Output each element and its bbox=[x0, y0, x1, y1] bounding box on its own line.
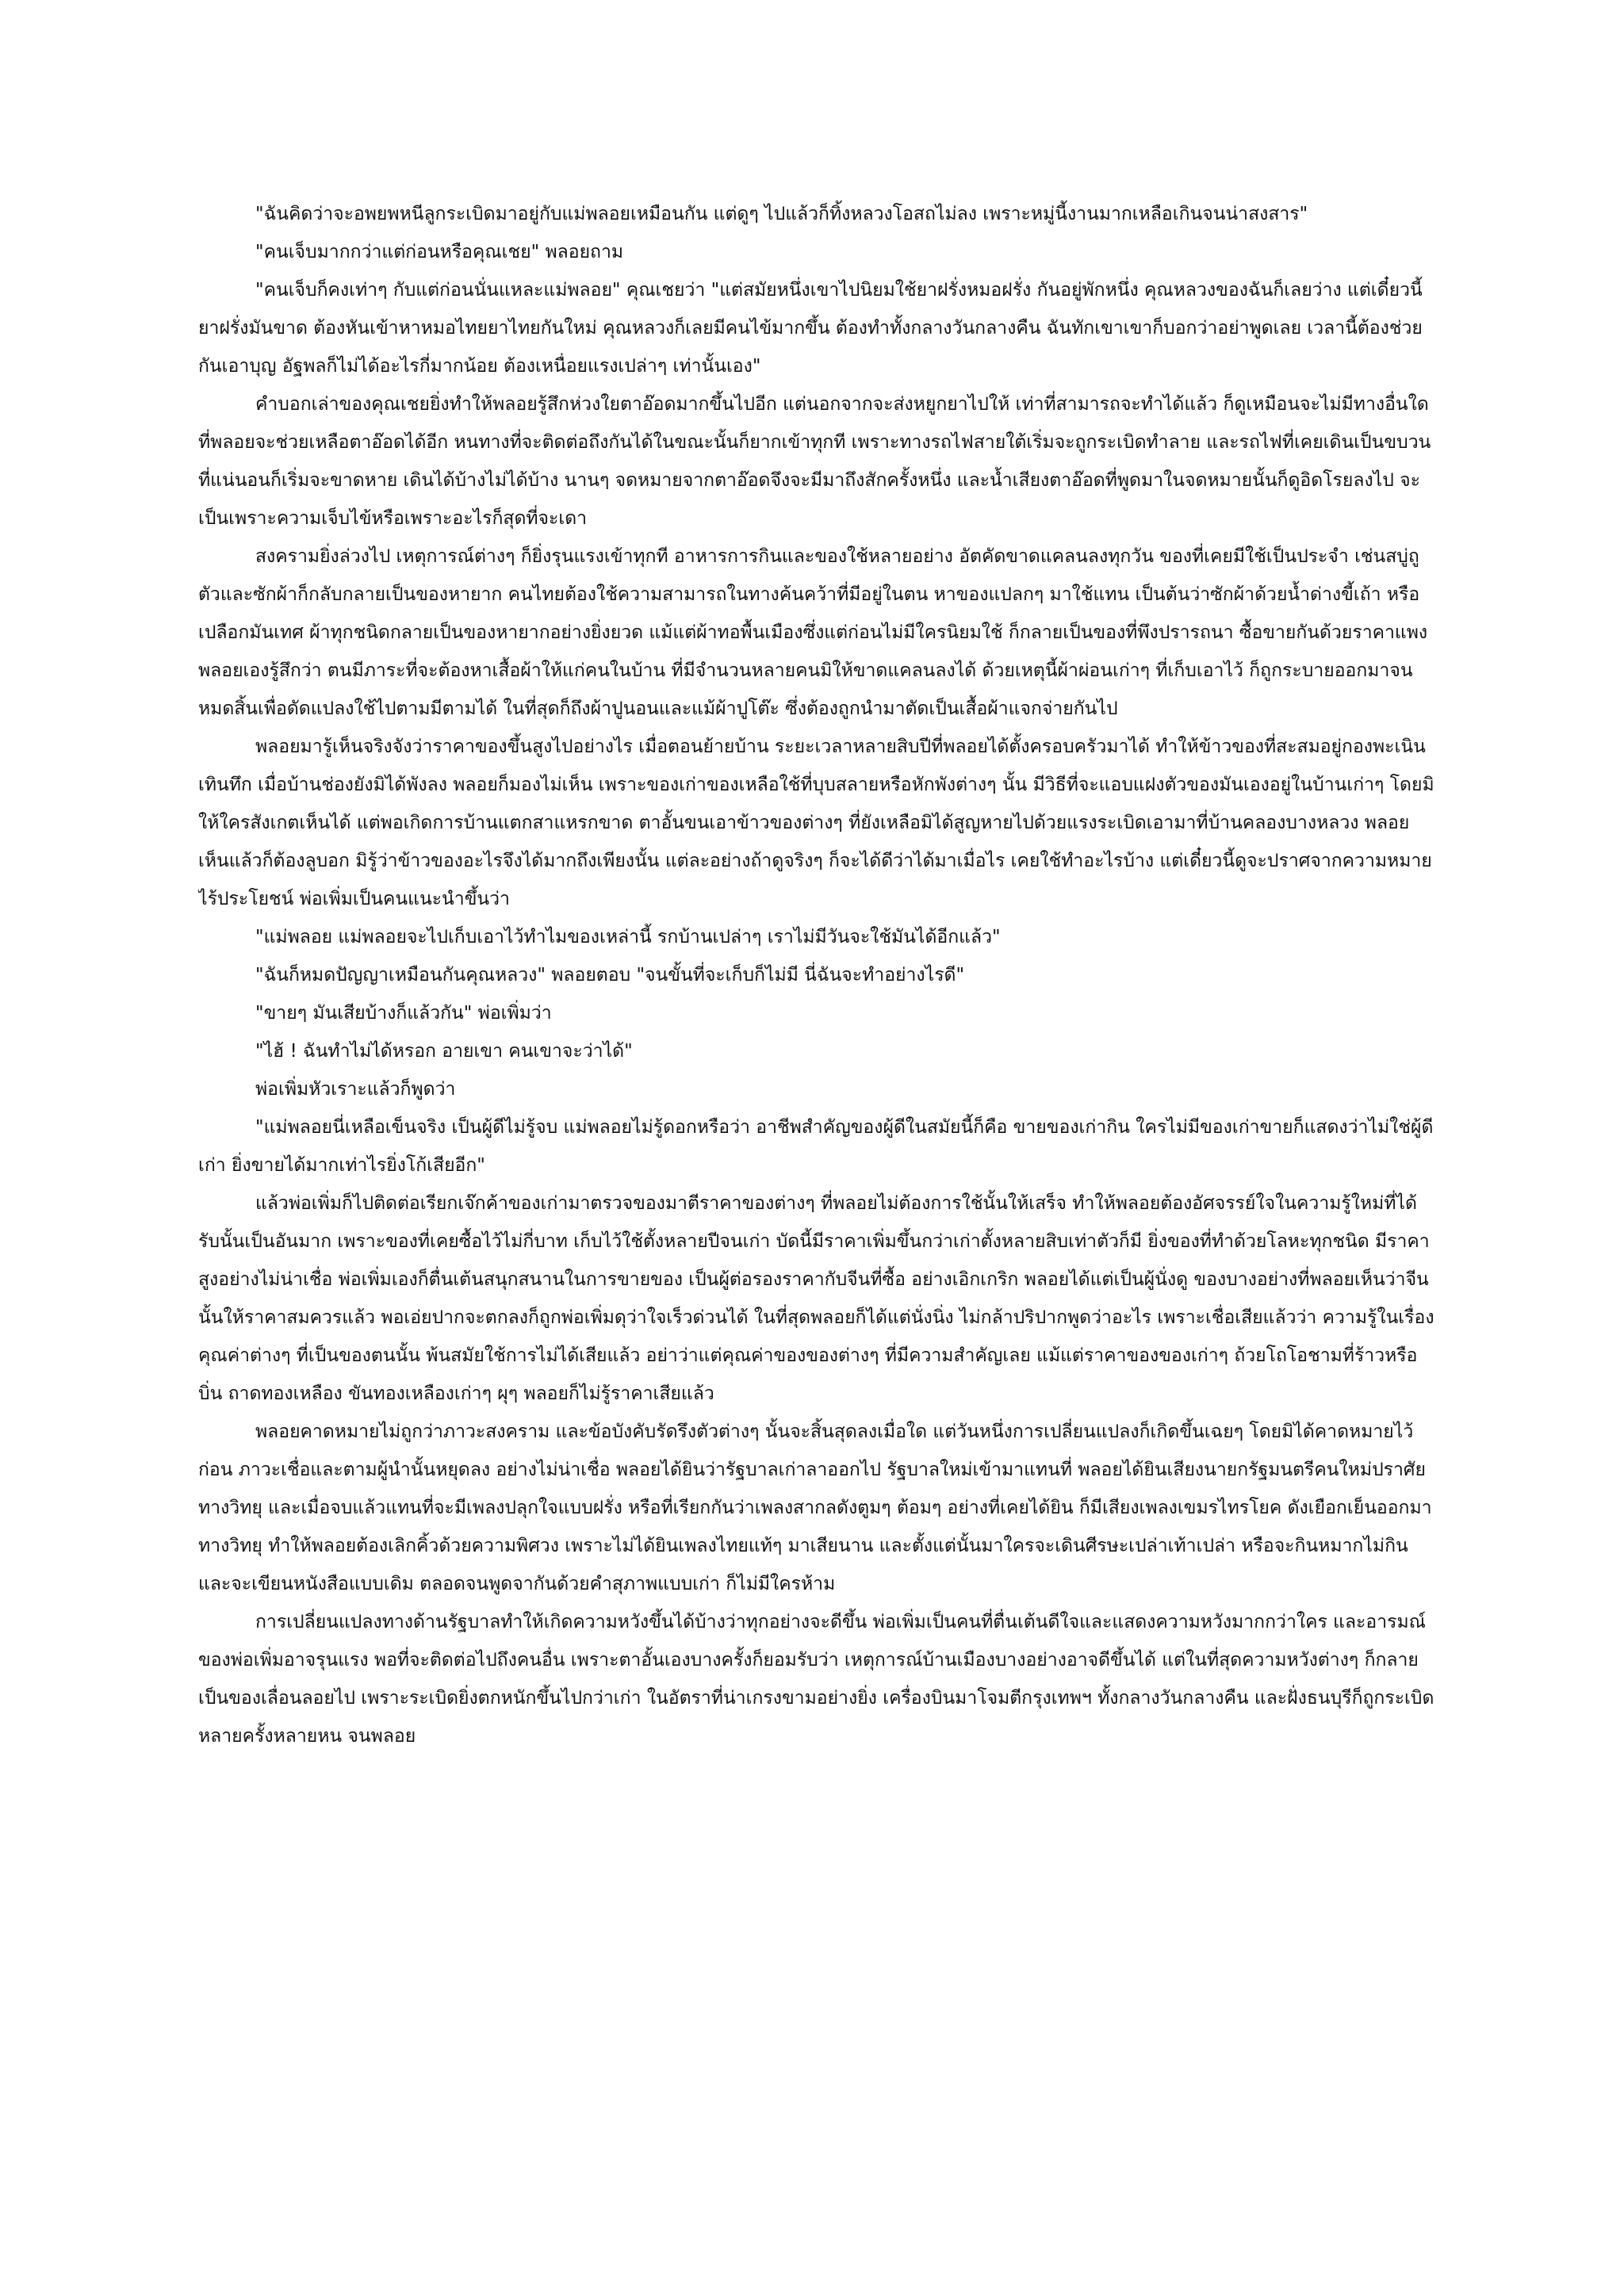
document-page bbox=[198, 195, 1435, 2225]
paragraph: พลอยคาดหมายไม่ถูกว่าภาวะสงคราม และข้อบังคับรัดรึงตัวต่างๆ นั้นจะสิ้นสุดลงเมื่อใด แต่วันหนึ่งการเปลี่ยนแปลงก็เกิดขึ้นเฉยๆ โดยมิได้คาดหมายไว้ก่อน ภาวะเชื่อและตามผู้นำนั้นหยุดลง อย่างไม่น่าเชื่อ พลอยได้ยินว่ารัฐบาลเก่าลาออกไป รัฐบาลใหม่เข้ามาแทนที่ พลอยได้ยินเสียงนายกรัฐมนตรีคนใหม่ปราศัยทางวิทยุ และเมื่อจบแล้วแทนที่จะมีเพลงปลุกใจแบบฝรั่ง หรือที่เรียกกันว่าเพลงสากลดังตูมๆ ต้อมๆ อย่างที่เคยได้ยิน ก็มีเสียงเพลงเขมรไทรโยค ดังเยือกเย็นออกมาทางวิทยุ ทำให้พลอยต้องเลิกคิ้วด้วยความพิศวง เพราะไม่ได้ยินเพลงไทยแท้ๆ มาเสียนาน และตั้งแต่นั้นมาใครจะเดินศีรษะเปล่าเท้าเปล่า หรือจะกินหมากไม่กิน และจะเขียนหนังสือแบบเดิม ตลอดจนพูดจากันด้วยคำสุภาพแบบเก่า ก็ไม่มีใครห้าม bbox=[198, 1422, 1432, 1594]
paragraph: "คนเจ็บมากกว่าแต่ก่อนหรือคุณเชย" พลอยถาม bbox=[255, 242, 624, 262]
paragraph: "แม่พลอยนี่เหลือเข็นจริง เป็นผู้ดีไม่รู้จบ แม่พลอยไม่รู้ดอกหรือว่า อาชีพสำคัญของผู้ดีในสมัยนี้ก็คือ ขายของเก่ากิน ใครไม่มีของเก่าขายก็แสดงว่าไม่ใช่ผู้ดีเก่า ยิ่งขายได้มากเท่าไรยิ่งโก้เสียอีก" bbox=[198, 1117, 1434, 1176]
paragraph: การเปลี่ยนแปลงทางด้านรัฐบาลทำให้เกิดความหวังขึ้นได้บ้างว่าทุกอย่างจะดีขึ้น พ่อเพิ่มเป็นคนที่ตื่นเต้นดีใจและแสดงความหวังมากกว่าใคร และอารมณ์ของพ่อเพิ่มอาจรุนแรง พอที่จะติดต่อไปถึงคนอื่น เพราะตาอั้นเองบางครั้งก็ยอมรับว่า เหตุการณ์บ้านเมืองบางอย่างอาจดีขึ้นได้ แต่ในที่สุดความหวังต่างๆ ก็กลายเป็นของเลื่อนลอยไป เพราะระเบิดยิ่งตกหนักขึ้นไปกว่าเก่า ในอัตราที่น่าเกรงขามอย่างยิ่ง เครื่องบินมาโจมตีกรุงเทพฯ ทั้งกลางวันกลางคืน และฝั่งธนบุรีก็ถูกระเบิดหลายครั้งหลายหน จนพลอย bbox=[198, 1612, 1434, 1747]
paragraph: "คนเจ็บก็คงเท่าๆ กับแต่ก่อนนั่นแหละแม่พลอย" คุณเชยว่า "แต่สมัยหนึ่งเขาไปนิยมใช้ยาฝรั่งหมอฝรั่ง กันอยู่พักหนึ่ง คุณหลวงของฉันก็เลยว่าง แต่เดี๋ยวนี้ยาฝรั่งมันขาด ต้องหันเข้าหาหมอไทยยาไทยกันใหม่ คุณหลวงก็เลยมีคนไข้มากขึ้น ต้องทำทั้งกลางวันกลางคืน ฉันทักเขาเขาก็บอกว่าอย่าพูดเลย เวลานี้ต้องช่วยกันเอาบุญ อัฐพลก็ไม่ได้อะไรกี่มากน้อย ต้องเหนื่อยแรงเปล่าๆ เท่านั้นเอง" bbox=[198, 280, 1423, 377]
paragraph: พลอยมารู้เห็นจริงจังว่าราคาของขึ้นสูงไปอย่างไร เมื่อตอนย้ายบ้าน ระยะเวลาหลายสิบปีที่พลอยได้ตั้งครอบครัวมาได้ ทำให้ข้าวของที่สะสมอยู่กองพะเนินเทินทึก เมื่อบ้านช่องยังมิได้พังลง พลอยก็มองไม่เห็น เพราะของเก่าของเหลือใช้ที่บุบสลายหรือหักพังต่างๆ นั้น มีวิธีที่จะแอบแฝงตัวของมันเองอยู่ในบ้านเก่าๆ โดยมิให้ใครสังเกตเห็นได้ แต่พอเกิดการบ้านแตกสาแหรกขาด ตาอั้นขนเอาข้าวของต่างๆ ที่ยังเหลือมิได้สูญหายไปด้วยแรงระเบิดเอามาที่บ้านคลองบางหลวง พลอยเห็นแล้วก็ต้องลูบอก มิรู้ว่าข้าวของอะไรจึงได้มากถึงเพียงนั้น แต่ละอย่างถ้าดูจริงๆ ก็จะได้ดีว่าได้มาเมื่อไร เคยใช้ทำอะไรบ้าง แต่เดี๋ยวนี้ดูจะปราศจากความหมายไร้ประโยชน์ พ่อเพิ่มเป็นคนแนะนำขึ้นว่า bbox=[198, 737, 1434, 909]
paragraph: "แม่พลอย แม่พลอยจะไปเก็บเอาไว้ทำไมของเหล่านี้ รกบ้านเปล่าๆ เราไม่มีวันจะใช้มันได้อีกแล้ว" bbox=[255, 927, 1001, 947]
paragraph: สงครามยิ่งล่วงไป เหตุการณ์ต่างๆ ก็ยิ่งรุนแรงเข้าทุกที อาหารการกินและของใช้หลายอย่าง อัตคัดขาดแคลนลงทุกวัน ของที่เคยมีใช้เป็นประจำ เช่นสบู่ถูตัวและซักผ้าก็กลับกลายเป็นของหายาก คนไทยต้องใช้ความสามารถในทางค้นคว้าที่มีอยู่ในตน หาของแปลกๆ มาใช้แทน เป็นต้นว่าซักผ้าด้วยน้ำด่างขี้เถ้า หรือเปลือกมันเทศ ผ้าทุกชนิดกลายเป็นของหายากอย่างยิ่งยวด แม้แต่ผ้าทอพื้นเมืองซึ่งแต่ก่อนไม่มีใครนิยมใช้ ก็กลายเป็นของที่พึงปรารถนา ซื้อขายกันด้วยราคาแพง พลอยเองรู้สึกว่า ตนมีภาระที่จะต้องหาเสื้อผ้าให้แก่คนในบ้าน ที่มีจำนวนหลายคนมิให้ขาดแคลนลงได้ ด้วยเหตุนี้ผ้าผ่อนเก่าๆ ที่เก็บเอาไว้ ก็ถูกระบายออกมาจนหมดสิ้นเพื่อดัดแปลงใช้ไปตามมีตามได้ ในที่สุดก็ถึงผ้าปูนอนและแม้ผ้าปูโต๊ะ ซึ่งต้องถูกนำมาตัดเป็นเสื้อผ้าแจกจ่ายกันไป bbox=[198, 546, 1428, 719]
paragraph: "ไฮ้ ! ฉันทำไม่ได้หรอก อายเขา คนเขาจะว่าได้" bbox=[255, 1041, 633, 1062]
paragraph: แล้วพ่อเพิ่มก็ไปติดต่อเรียกเจ๊กค้าของเก่ามาตรวจของมาตีราคาของต่างๆ ที่พลอยไม่ต้องการใช้นั้นให้เสร็จ ทำให้พลอยต้องอัศจรรย์ใจในความรู้ใหม่ที่ได้รับนั้นเป็นอันมาก เพราะของที่เคยซื้อไว้ไม่กี่บาท เก็บไว้ใช้ตั้งหลายปีจนเก่า บัดนี้มีราคาเพิ่มขึ้นกว่าเก่าตั้งหลายสิบเท่าตัวก็มี ยิ่งของที่ทำด้วยโลหะทุกชนิด มีราคาสูงอย่างไม่น่าเชื่อ พ่อเพิ่มเองก็ตื่นเต้นสนุกสนานในการขายของ เป็นผู้ต่อรองราคากับจีนที่ซื้อ อย่างเอิกเกริก พลอยได้แต่เป็นผู้นั่งดู ของบางอย่างที่พลอยเห็นว่าจีนนั้นให้ราคาสมควรแล้ว พอเอ่ยปากจะตกลงก็ถูกพ่อเพิ่มดุว่าใจเร็วด่วนได้ ในที่สุดพลอยก็ได้แต่นั่งนิ่ง ไม่กล้าปริปากพูดว่าอะไร เพราะเชื่อเสียแล้วว่า ความรู้ในเรื่องคุณค่าต่างๆ ที่เป็นของตนนั้น พ้นสมัยใช้การไม่ได้เสียแล้ว อย่าว่าแต่คุณค่าของของต่างๆ ที่มีความสำคัญเลย แม้แต่ราคาของของเก่าๆ ถ้วยโถโอชามที่ร้าวหรือบิ่น ถาดทองเหลือง ขันทองเหลืองเก่าๆ ผุๆ พลอยก็ไม่รู้ราคาเสียแล้ว bbox=[198, 1193, 1434, 1404]
paragraph: "ขายๆ มันเสียบ้างก็แล้วกัน" พ่อเพิ่มว่า bbox=[255, 1003, 552, 1024]
paragraph: คำบอกเล่าของคุณเชยยิ่งทำให้พลอยรู้สึกห่วงใยตาอ๊อดมากขึ้นไปอีก แต่นอกจากจะส่งหยูกยาไปให้ เท่าที่สามารถจะทำได้แล้ว ก็ดูเหมือนจะไม่มีทางอื่นใดที่พลอยจะช่วยเหลือตาอ๊อดได้อีก หนทางที่จะติดต่อถึงกันได้ในขณะนั้นก็ยากเข้าทุกที เพราะทางรถไฟสายใต้เริ่มจะถูกระเบิดทำลาย และรถไฟที่เคยเดินเป็นขบวนที่แน่นอนก็เริ่มจะขาดหาย เดินได้บ้างไม่ได้บ้าง นานๆ จดหมายจากตาอ๊อดจึงจะมีมาถึงสักครั้งหนึ่ง และน้ำเสียงตาอ๊อดที่พูดมาในจดหมายนั้นก็ดูอิดโรยลงไป จะเป็นเพราะความเจ็บไข้หรือเพราะอะไรก็สุดที่จะเดา bbox=[198, 394, 1431, 529]
paragraph: "ฉันก็หมดปัญญาเหมือนกันคุณหลวง" พลอยตอบ "จนขั้นที่จะเก็บก็ไม่มี นี่ฉันจะทำอย่างไรดี" bbox=[255, 965, 965, 985]
paragraph: พ่อเพิ่มหัวเราะแล้วก็พูดว่า bbox=[255, 1079, 456, 1100]
paragraph: "ฉันคิดว่าจะอพยพหนีลูกระเบิดมาอยู่กับแม่พลอยเหมือนกัน แต่ดูๆ ไปแล้วก็ทิ้งหลวงโอสถไม่ลง เพราะหมู่นี้งานมากเหลือเกินจนน่าสงสาร" bbox=[255, 204, 1308, 224]
